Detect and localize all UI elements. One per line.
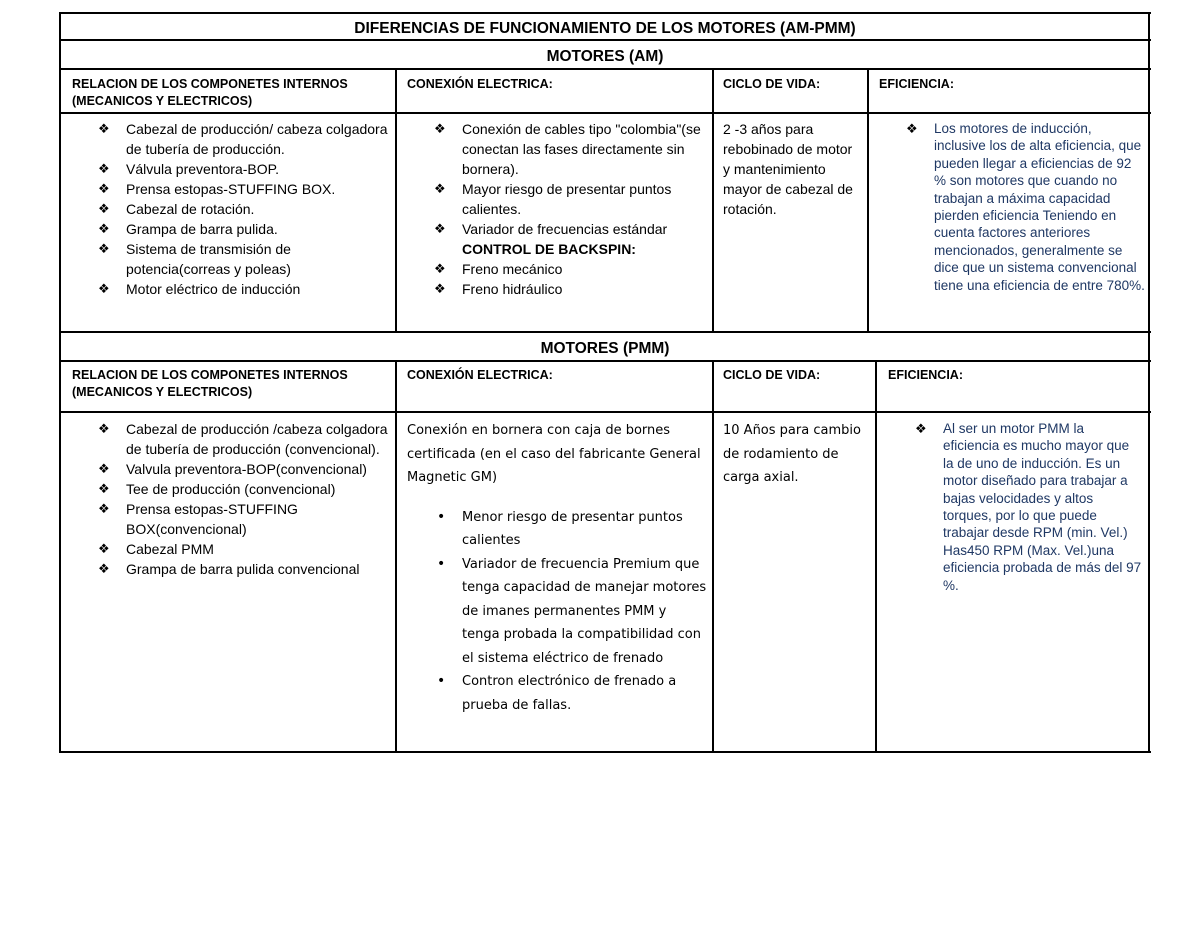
pmm-conexion-list xyxy=(407,506,707,718)
pmm-eficiencia-list xyxy=(915,420,1143,594)
pmm-internos-cell xyxy=(98,419,390,579)
pmm-ciclo-cell: 10 Años para cambio de rodamiento de carga axial. xyxy=(723,423,861,485)
am-conexion-cell xyxy=(434,119,708,299)
list-item: ❖ Freno mecánico xyxy=(434,259,708,279)
header-internos-pmm: RELACION DE LOS COMPONETES INTERNOS (MECANICOS Y ELECTRICOS) xyxy=(72,368,348,399)
list-item: ❖ Mayor riesgo de presentar puntos calientes. xyxy=(434,179,708,219)
list-item: ❖ Grampa de barra pulida convencional xyxy=(98,559,390,579)
document-title: DIFERENCIAS DE FUNCIONAMIENTO DE LOS MOTORES (AM-PMM) xyxy=(354,20,856,37)
list-item: ❖ Variador de frecuencias estándar xyxy=(434,219,708,239)
am-internos-list xyxy=(98,119,390,299)
am-conexion-list xyxy=(434,119,708,239)
pmm-eficiencia-cell xyxy=(915,420,1143,594)
list-item: ❖ Sistema de transmisión de potencia(correas y poleas) xyxy=(98,239,390,279)
list-item: • Contron electrónico de frenado a prueba de fallas. xyxy=(434,670,707,717)
am-eficiencia-cell xyxy=(906,120,1146,294)
pmm-conexion-intro: Conexión en bornera con caja de bornes certificada (en el caso del fabricante General Magnetic GM) xyxy=(407,423,701,485)
am-backspin-list xyxy=(434,259,708,299)
list-item: • Menor riesgo de presentar puntos calientes xyxy=(434,506,707,553)
section-title-pmm: MOTORES (PMM) xyxy=(540,340,670,357)
header-conexion-pmm: CONEXIÓN ELECTRICA: xyxy=(407,368,553,382)
list-item: ❖ Cabezal PMM xyxy=(98,539,390,559)
am-eficiencia-list xyxy=(906,120,1146,294)
header-ciclo-am: CICLO DE VIDA: xyxy=(723,77,821,91)
pmm-conexion-cell xyxy=(407,419,707,717)
list-item: ❖ Al ser un motor PMM la eficiencia es mucho mayor que la de uno de inducción. Es un motor diseñado para trabajar a bajas velocidades y altos torques, por lo que puede trabajar desde RPM (min. Vel.) Has450 RPM (Max. Vel.)una eficiencia probada de más del 97 %. xyxy=(915,420,1143,594)
header-eficiencia-am: EFICIENCIA: xyxy=(879,77,954,91)
list-item: ❖ Válvula preventora-BOP. xyxy=(98,159,390,179)
list-item: ❖ Prensa estopas-STUFFING BOX(convencional) xyxy=(98,499,390,539)
am-internos-cell xyxy=(98,119,390,299)
pmm-internos-list xyxy=(98,419,390,579)
header-internos-am: RELACION DE LOS COMPONETES INTERNOS (MECANICOS Y ELECTRICOS) xyxy=(72,77,348,108)
header-conexion-am: CONEXIÓN ELECTRICA: xyxy=(407,77,553,91)
list-item: ❖ Grampa de barra pulida. xyxy=(98,219,390,239)
list-item: ❖ Cabezal de producción/ cabeza colgadora de tubería de producción. xyxy=(98,119,390,159)
list-item: ❖ Freno hidráulico xyxy=(434,279,708,299)
list-item: ❖ Cabezal de producción /cabeza colgadora de tubería de producción (convencional). xyxy=(98,419,390,459)
am-ciclo-cell: 2 -3 años para rebobinado de motor y mantenimiento mayor de cabezal de rotación. xyxy=(723,121,853,217)
list-item: ❖ Conexión de cables tipo "colombia"(se conectan las fases directamente sin bornera). xyxy=(434,119,708,179)
list-item: ❖ Cabezal de rotación. xyxy=(98,199,390,219)
list-item: ❖ Valvula preventora-BOP(convencional) xyxy=(98,459,390,479)
list-item: ❖ Motor eléctrico de inducción xyxy=(98,279,390,299)
section-title-am: MOTORES (AM) xyxy=(546,48,664,65)
list-item: ❖ Tee de producción (convencional) xyxy=(98,479,390,499)
header-eficiencia-pmm: EFICIENCIA: xyxy=(888,368,963,382)
backspin-title: CONTROL DE BACKSPIN: xyxy=(462,241,636,257)
list-item: ❖ Prensa estopas-STUFFING BOX. xyxy=(98,179,390,199)
list-item: ❖ Los motores de inducción, inclusive los de alta eficiencia, que pueden llegar a eficiencias de 92 % son motores que cuando no trabajan a máxima capacidad pierden eficiencia Teniendo en cuenta factores anteriores mencionados, generalmente se dice que un sistema convencional tiene una eficiencia de entre 780%. xyxy=(906,120,1146,294)
header-ciclo-pmm: CICLO DE VIDA: xyxy=(723,368,821,382)
list-item: • Variador de frecuencia Premium que tenga capacidad de manejar motores de imanes permanentes PMM y tenga probada la compatibilidad con el sistema eléctrico de frenado xyxy=(434,553,707,671)
